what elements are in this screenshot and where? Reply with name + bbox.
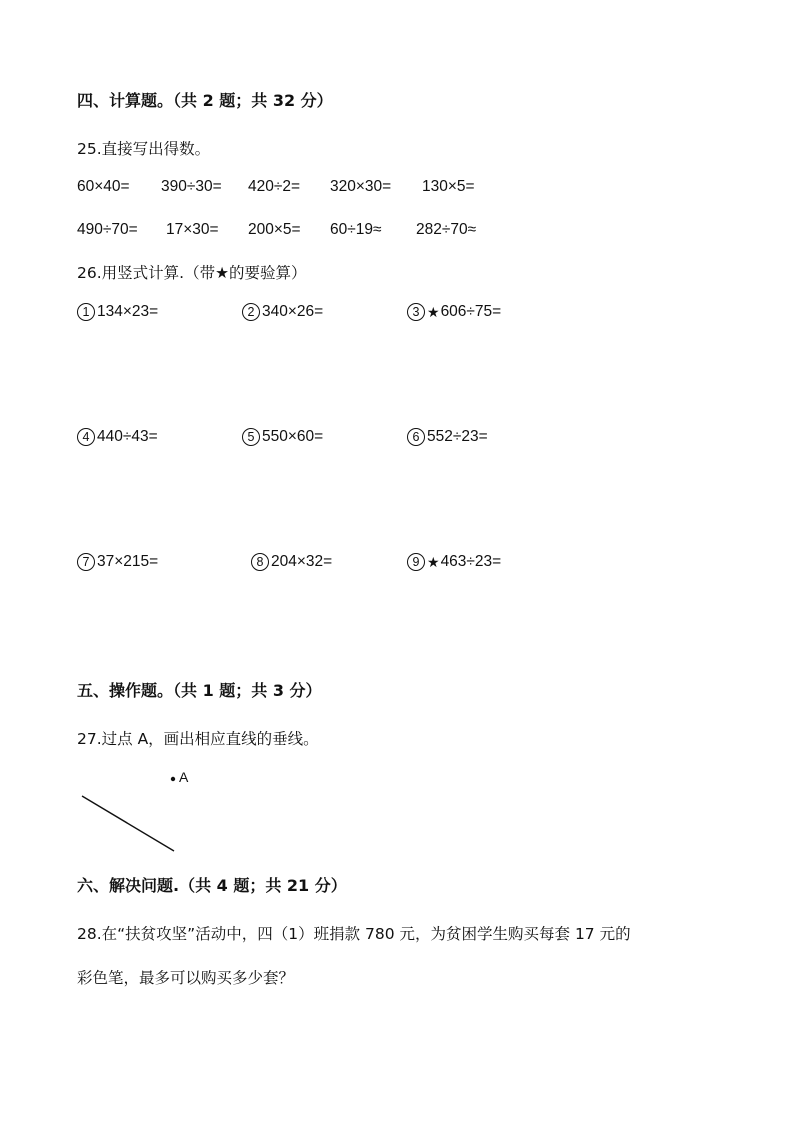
q25-r1-c4: 320×30= [330,178,392,195]
expression: 463÷23= [440,553,502,570]
q26-item-7 [77,553,158,571]
q26-item-1 [77,303,158,321]
q26-item-4 [77,428,158,446]
expression: 204×32= [271,553,333,570]
q25-r2-c2: 17×30= [166,221,219,238]
q25-r1-c1: 60×40= [77,178,130,195]
expression: 340×26= [262,303,324,320]
q26-item-3 [407,303,501,321]
q26-item-9 [407,553,501,571]
circled-number: 8 [251,553,269,571]
star-icon: ★ [427,303,440,320]
q26-prompt: 26.用竖式计算.（带★的要验算） [77,264,307,282]
circled-number: 5 [242,428,260,446]
expression: 552÷23= [427,428,488,445]
q25-r2-c4: 60÷19≈ [330,221,382,238]
section-5-heading: 五、操作题。（共 1 题；共 3 分） [77,681,322,700]
perpendicular-figure [76,765,201,855]
q25-r1-c2: 390÷30= [161,178,222,195]
circled-number: 4 [77,428,95,446]
q26-item-5 [242,428,323,446]
circled-number: 1 [77,303,95,321]
circled-number: 7 [77,553,95,571]
given-line [82,796,174,851]
q28-line-1: 28.在“扶贫攻坚”活动中，四（1）班捐款 780 元，为贫困学生购买每套 17 元的 [77,925,631,943]
q27-prompt: 27.过点 A，画出相应直线的垂线。 [77,730,319,748]
q28-line-2: 彩色笔，最多可以购买多少套？ [77,969,295,987]
section-6-heading: 六、解决问题.（共 4 题；共 21 分） [77,876,347,895]
star-icon: ★ [427,553,440,570]
expression: 550×60= [262,428,324,445]
q26-item-2 [242,303,323,321]
q25-r1-c3: 420÷2= [248,178,301,195]
q26-item-6 [407,428,488,446]
point-a [171,777,175,781]
section-4-heading: 四、计算题。（共 2 题；共 32 分） [77,91,333,110]
circled-number: 6 [407,428,425,446]
expression: 440÷43= [97,428,158,445]
circled-number: 3 [407,303,425,321]
expression: 37×215= [97,553,159,570]
expression: 134×23= [97,303,159,320]
circled-number: 2 [242,303,260,321]
circled-number: 9 [407,553,425,571]
q25-r1-c5: 130×5= [422,178,475,195]
point-a-label: A [179,769,189,785]
q25-r2-c1: 490÷70= [77,221,138,238]
q25-r2-c3: 200×5= [248,221,301,238]
expression: 606÷75= [440,303,502,320]
q26-item-8 [251,553,332,571]
q25-r2-c5: 282÷70≈ [416,221,477,238]
q25-prompt: 25.直接写出得数。 [77,140,211,158]
